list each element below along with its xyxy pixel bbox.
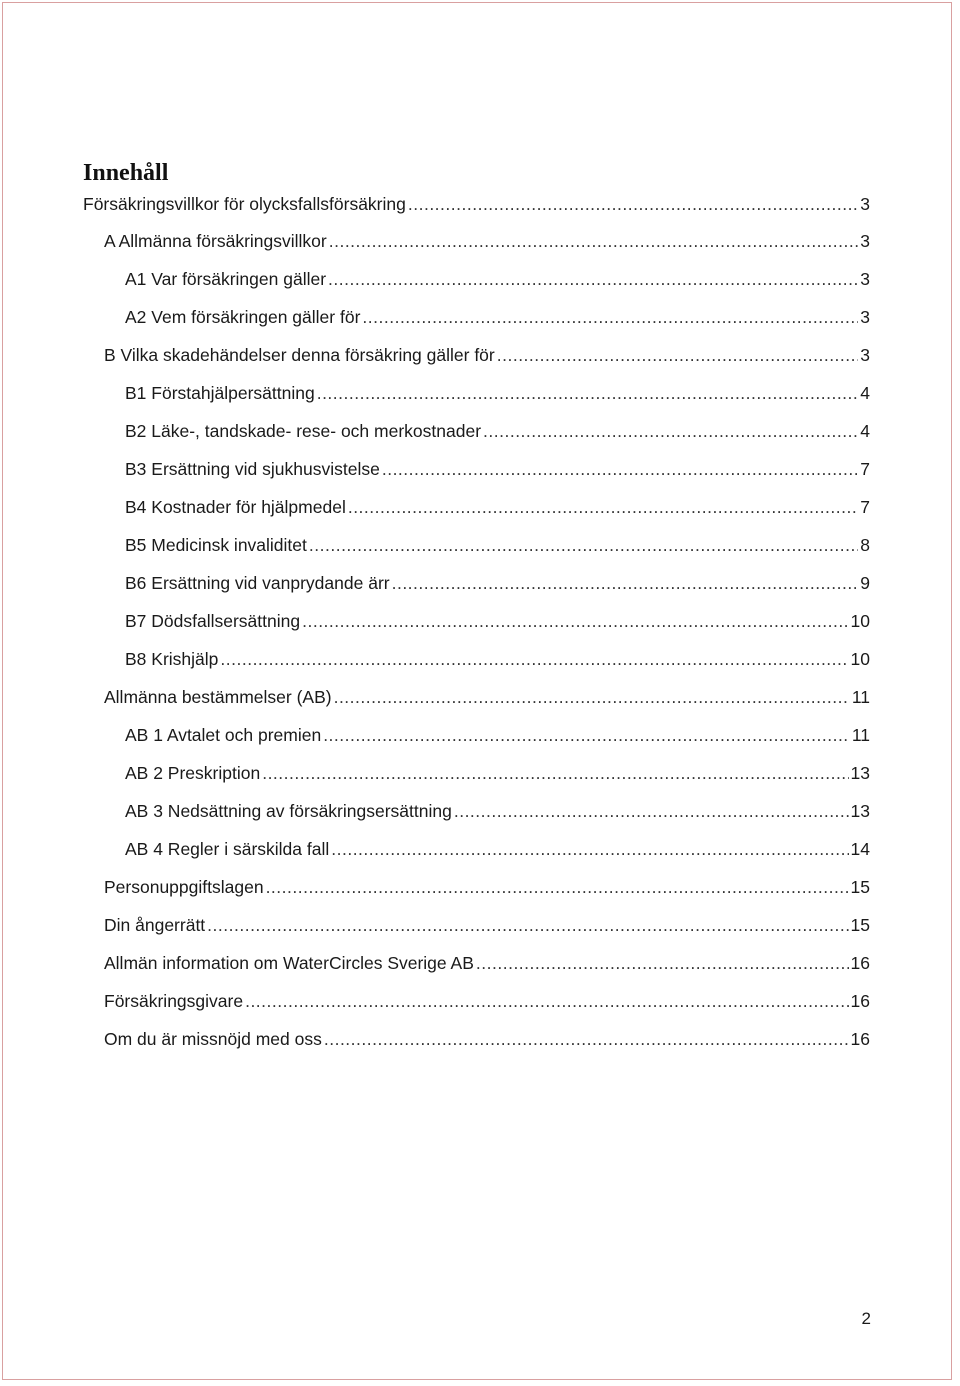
toc-entry-page: 10 <box>850 611 870 631</box>
toc-entry-page: 14 <box>850 839 870 859</box>
toc-entry-label: AB 2 Preskription <box>125 763 261 783</box>
toc-entry[interactable] <box>83 1020 870 1058</box>
toc-entry-page: 13 <box>850 763 870 783</box>
toc-entry[interactable] <box>83 336 870 374</box>
toc-dot-leader <box>392 564 859 602</box>
toc-entry-label: Din ångerrätt <box>104 915 206 935</box>
toc-entry-page: 10 <box>850 649 870 669</box>
toc-dot-leader <box>329 222 859 260</box>
toc-entry-page: 4 <box>860 383 870 403</box>
toc-entry-label: B6 Ersättning vid vanprydande ärr <box>125 573 390 593</box>
toc-entry-page: 3 <box>860 194 870 214</box>
toc-entry-page: 3 <box>860 269 870 289</box>
toc-dot-leader <box>323 716 850 754</box>
toc-entry-label: B Vilka skadehändelser denna försäkring gäller för <box>104 345 495 365</box>
toc-dot-leader <box>454 792 849 830</box>
toc-entry[interactable] <box>83 374 870 412</box>
toc-dot-leader <box>324 1020 849 1058</box>
toc-dot-leader <box>220 640 848 678</box>
toc-entry-label: Försäkringsvillkor för olycksfallsförsäkring <box>83 194 406 214</box>
toc-entry-label: B1 Förstahjälpersättning <box>125 383 315 403</box>
table-of-contents <box>83 158 870 1058</box>
toc-dot-leader <box>408 188 858 220</box>
toc-entry-label: A Allmänna försäkringsvillkor <box>104 231 327 251</box>
toc-entry[interactable] <box>83 488 870 526</box>
toc-entry-page: 8 <box>860 535 870 555</box>
toc-entry-label: AB 1 Avtalet och premien <box>125 725 322 745</box>
toc-entry-label: A2 Vem försäkringen gäller för <box>125 307 361 327</box>
toc-dot-leader <box>207 906 848 944</box>
toc-entry[interactable] <box>83 830 870 868</box>
toc-dot-leader <box>382 450 858 488</box>
toc-entry[interactable] <box>83 868 870 906</box>
toc-entry[interactable] <box>83 716 870 754</box>
toc-entry-page: 15 <box>850 915 870 935</box>
toc-dot-leader <box>331 830 848 868</box>
toc-entry[interactable] <box>83 602 870 640</box>
toc-entry-label: Personuppgiftslagen <box>104 877 264 897</box>
toc-entry[interactable] <box>83 260 870 298</box>
toc-entry[interactable] <box>83 678 870 716</box>
toc-entry[interactable] <box>83 526 870 564</box>
toc-entry[interactable] <box>83 944 870 982</box>
toc-entry[interactable] <box>83 450 870 488</box>
page-number: 2 <box>861 1309 871 1328</box>
toc-dot-leader <box>328 260 858 298</box>
toc-entry[interactable] <box>83 222 870 260</box>
toc-entry[interactable] <box>83 188 870 222</box>
toc-entry-page: 11 <box>851 687 870 707</box>
toc-entry-label: B4 Kostnader för hjälpmedel <box>125 497 346 517</box>
toc-entry-label: B3 Ersättning vid sjukhusvistelse <box>125 459 380 479</box>
toc-entry-page: 16 <box>850 991 870 1011</box>
toc-entry-page: 13 <box>850 801 870 821</box>
toc-entry-page: 3 <box>860 345 870 365</box>
toc-entry-label: B2 Läke-, tandskade- rese- och merkostnader <box>125 421 482 441</box>
toc-entry-label: AB 3 Nedsättning av försäkringsersättning <box>125 801 452 821</box>
toc-entry[interactable] <box>83 412 870 450</box>
toc-list <box>83 188 870 1058</box>
toc-entry-label: Allmän information om WaterCircles Sverige AB <box>104 953 474 973</box>
toc-entry[interactable] <box>83 754 870 792</box>
toc-entry-label: B5 Medicinsk invaliditet <box>125 535 307 555</box>
toc-entry-label: B8 Krishjälp <box>125 649 219 669</box>
toc-entry-page: 7 <box>860 497 870 517</box>
toc-dot-leader <box>262 754 848 792</box>
toc-dot-leader <box>302 602 848 640</box>
toc-entry-label: Om du är missnöjd med oss <box>104 1029 322 1049</box>
toc-entry[interactable] <box>83 640 870 678</box>
toc-entry-page: 9 <box>860 573 870 593</box>
toc-entry[interactable] <box>83 906 870 944</box>
toc-entry-label: B7 Dödsfallsersättning <box>125 611 301 631</box>
toc-entry-label: A1 Var försäkringen gäller <box>125 269 327 289</box>
toc-entry[interactable] <box>83 982 870 1020</box>
toc-dot-leader <box>309 526 858 564</box>
toc-dot-leader <box>497 336 859 374</box>
toc-dot-leader <box>348 488 858 526</box>
toc-entry-page: 16 <box>850 953 870 973</box>
toc-entry-page: 7 <box>860 459 870 479</box>
toc-dot-leader <box>362 298 858 336</box>
toc-dot-leader <box>476 944 849 982</box>
toc-dot-leader <box>483 412 858 450</box>
toc-entry-page: 16 <box>850 1029 870 1049</box>
toc-entry-page: 3 <box>860 307 870 327</box>
toc-title: Innehåll <box>83 160 169 186</box>
toc-entry-page: 15 <box>850 877 870 897</box>
toc-entry-label: Allmänna bestämmelser (AB) <box>104 687 332 707</box>
toc-entry[interactable] <box>83 792 870 830</box>
toc-dot-leader <box>266 868 849 906</box>
toc-dot-leader <box>245 982 848 1020</box>
toc-entry-page: 11 <box>851 725 870 745</box>
toc-entry-page: 3 <box>860 231 870 251</box>
toc-dot-leader <box>334 678 850 716</box>
toc-entry-label: Försäkringsgivare <box>104 991 244 1011</box>
toc-entry[interactable] <box>83 298 870 336</box>
toc-dot-leader <box>317 374 859 412</box>
toc-entry-page: 4 <box>860 421 870 441</box>
toc-entry[interactable] <box>83 564 870 602</box>
toc-entry-label: AB 4 Regler i särskilda fall <box>125 839 330 859</box>
